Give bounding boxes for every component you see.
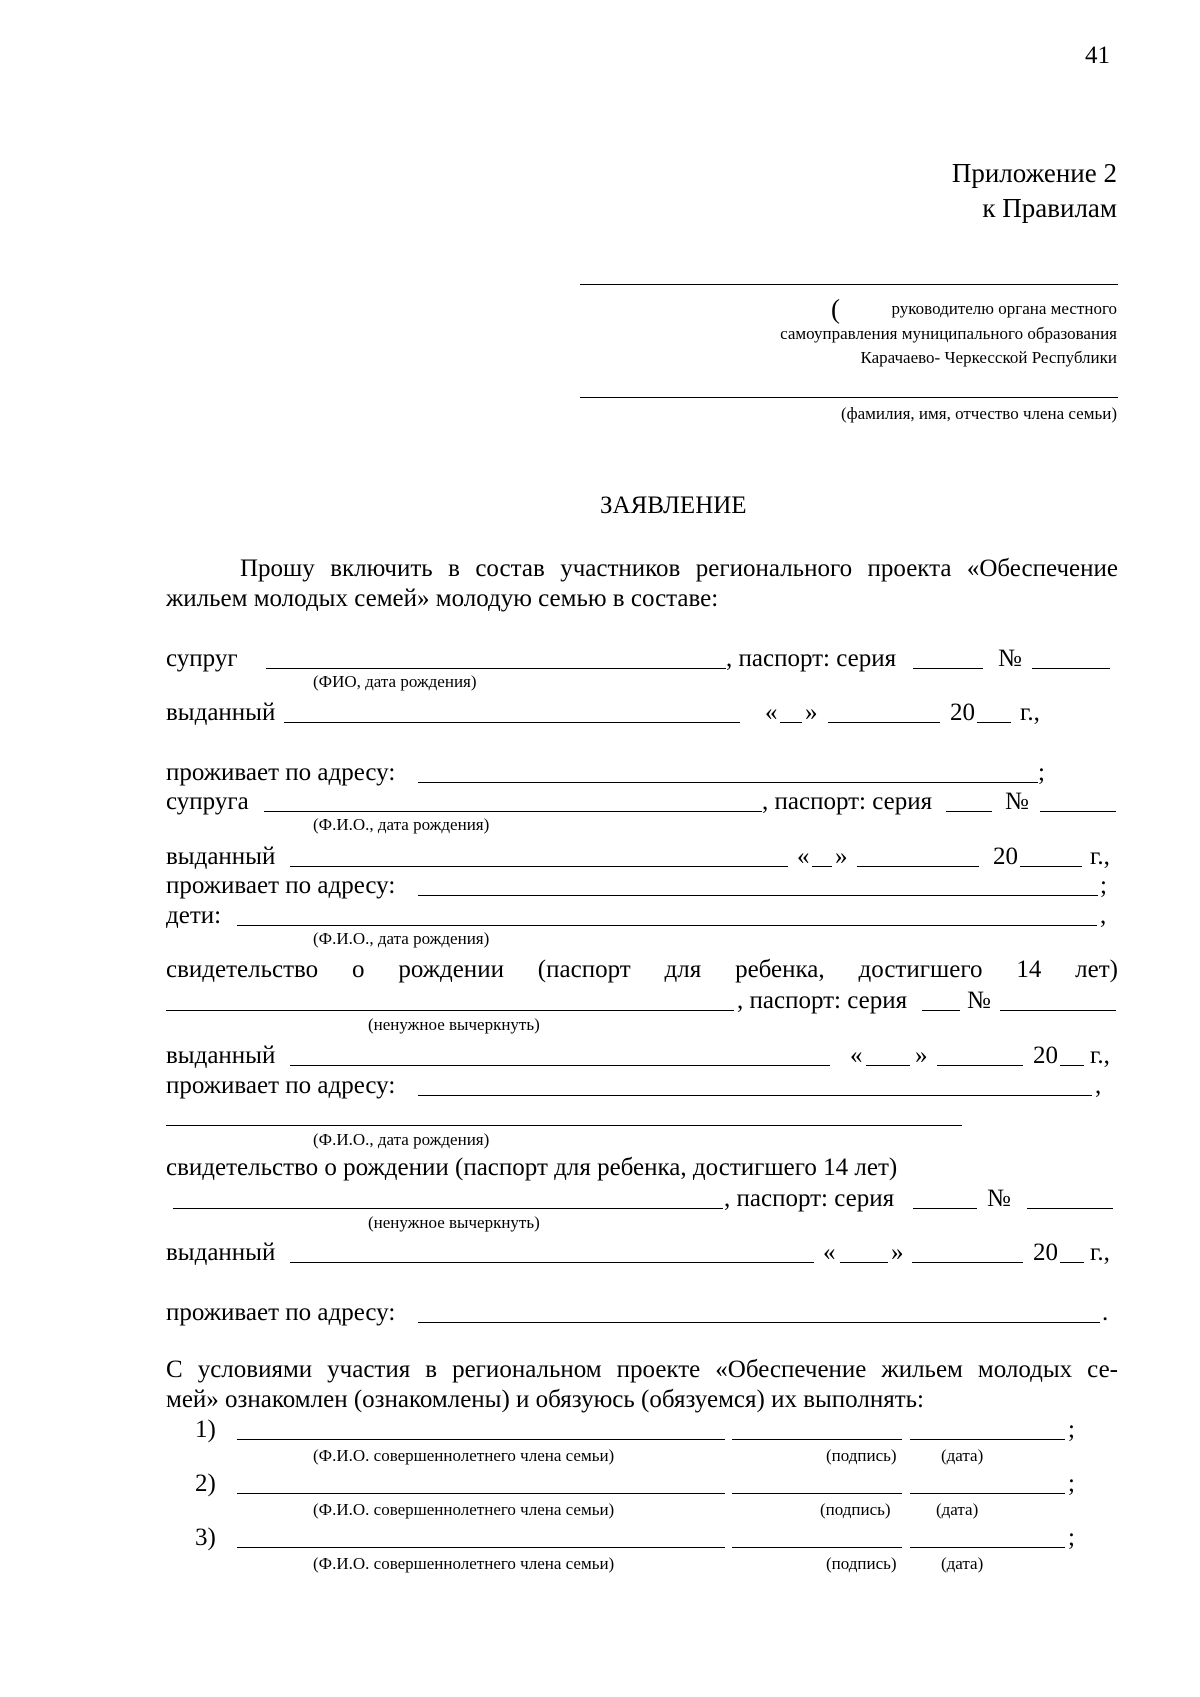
- signature-sign-caption: (подпись): [820, 1500, 891, 1519]
- child2-cert-line: свидетельство о рождении (паспорт для ребенка, достигшего 14 лет): [166, 1154, 898, 1181]
- child2-name-field[interactable]: [166, 1125, 962, 1126]
- cert-word: лет): [1075, 956, 1118, 983]
- signature-name-field[interactable]: [237, 1547, 725, 1548]
- child2-name-caption: (Ф.И.О., дата рождения): [313, 1130, 490, 1149]
- wife-date-open: «: [797, 843, 810, 870]
- child2-date-close: »: [891, 1239, 904, 1266]
- wife-label: супруга: [166, 788, 249, 815]
- wife-issued-field[interactable]: [290, 866, 788, 867]
- child-number-sign: №: [967, 987, 991, 1014]
- signature-number: 1): [195, 1416, 216, 1443]
- cert-word: 14: [1016, 956, 1042, 983]
- signature-date-caption: (дата): [941, 1554, 984, 1573]
- husband-year-suffix: г.,: [1020, 699, 1040, 726]
- child2-number-field[interactable]: [1027, 1208, 1113, 1209]
- child-strike-caption: (ненужное вычеркнуть): [368, 1015, 540, 1034]
- wife-series-field[interactable]: [946, 811, 992, 812]
- wife-date-close: »: [835, 843, 848, 870]
- family-member-blank-line: [580, 397, 1118, 398]
- child-year-suffix: г.,: [1090, 1042, 1110, 1069]
- conditions-line-2: мей» ознакомлен (ознакомлены) и обязуюсь (обязуемся) их выполнять:: [166, 1386, 924, 1413]
- husband-number-sign: №: [998, 645, 1022, 672]
- child2-series-field[interactable]: [913, 1208, 977, 1209]
- signature-number: 3): [195, 1524, 216, 1551]
- child2-date-open: «: [823, 1239, 836, 1266]
- signature-name-field[interactable]: [237, 1493, 725, 1494]
- wife-address-field[interactable]: [418, 895, 1098, 896]
- child-series-field[interactable]: [922, 1010, 960, 1011]
- intro-line-1: Прошу включить в состав участников регионального проекта «Обеспечение: [240, 555, 1118, 582]
- signature-date-field[interactable]: [910, 1547, 1065, 1548]
- signature-date-caption: (дата): [936, 1500, 979, 1519]
- child2-month-field[interactable]: [912, 1262, 1023, 1263]
- child-issued-field[interactable]: [290, 1065, 830, 1066]
- child2-day-field[interactable]: [840, 1262, 888, 1263]
- child-address-label: проживает по адресу:: [166, 1072, 396, 1099]
- child-year-prefix: 20: [1033, 1042, 1058, 1069]
- child-cert-field[interactable]: [166, 1010, 734, 1011]
- cert-word: для: [664, 956, 702, 983]
- child2-passport-label: , паспорт: серия: [724, 1185, 895, 1212]
- child-number-field[interactable]: [1000, 1010, 1116, 1011]
- signature-fio-caption: (Ф.И.О. совершеннолетнего члена семьи): [313, 1500, 615, 1519]
- signature-end: ;: [1068, 1524, 1075, 1551]
- addressee-paren: (: [831, 294, 840, 324]
- husband-address-end: ;: [1038, 759, 1045, 786]
- wife-name-field[interactable]: [264, 811, 762, 812]
- signature-end: ;: [1068, 1416, 1075, 1443]
- child-address-field[interactable]: [418, 1095, 1092, 1096]
- husband-address-field[interactable]: [418, 782, 1038, 783]
- husband-date-close: »: [805, 699, 818, 726]
- addressee-line-3: Карачаево- Черкесской Республики: [860, 348, 1117, 367]
- husband-passport-label: , паспорт: серия: [726, 645, 897, 672]
- document-title: ЗАЯВЛЕНИЕ: [600, 492, 747, 519]
- wife-address-label: проживает по адресу:: [166, 872, 396, 899]
- child-date-open: «: [850, 1042, 863, 1069]
- husband-date-open: «: [765, 699, 778, 726]
- addressee-line-1: руководителю органа местного: [891, 299, 1117, 318]
- child2-year-suffix: г.,: [1090, 1239, 1110, 1266]
- signature-name-field[interactable]: [237, 1439, 725, 1440]
- husband-year-prefix: 20: [950, 699, 975, 726]
- child-cert-line: [166, 957, 1118, 982]
- husband-day-field[interactable]: [780, 722, 802, 723]
- wife-number-field[interactable]: [1040, 811, 1116, 812]
- child2-year-prefix: 20: [1033, 1239, 1058, 1266]
- signature-sign-caption: (подпись): [826, 1446, 897, 1465]
- signature-date-field[interactable]: [910, 1493, 1065, 1494]
- husband-name-field[interactable]: [266, 668, 726, 669]
- family-member-caption: (фамилия, имя, отчество члена семьи): [840, 404, 1117, 423]
- wife-year-field[interactable]: [1020, 866, 1082, 867]
- husband-issued-label: выданный: [166, 699, 276, 726]
- children-label-end: ,: [1100, 902, 1107, 929]
- child2-year-field[interactable]: [1060, 1262, 1084, 1263]
- cert-word: ребенка,: [735, 956, 825, 983]
- signature-fio-caption: (Ф.И.О. совершеннолетнего члена семьи): [313, 1554, 615, 1573]
- wife-name-caption: (Ф.И.О., дата рождения): [313, 815, 490, 834]
- husband-name-caption: (ФИО, дата рождения): [313, 672, 477, 691]
- child2-issued-field[interactable]: [290, 1262, 814, 1263]
- signature-fio-caption: (Ф.И.О. совершеннолетнего члена семьи): [313, 1446, 615, 1465]
- signature-date-field[interactable]: [910, 1439, 1065, 1440]
- child2-strike-caption: (ненужное вычеркнуть): [368, 1213, 540, 1232]
- child-date-close: »: [915, 1042, 928, 1069]
- wife-address-end: ;: [1100, 872, 1107, 899]
- children-label: дети:: [166, 902, 222, 929]
- wife-year-suffix: г.,: [1090, 843, 1110, 870]
- signature-end: ;: [1068, 1470, 1075, 1497]
- signature-sign-field[interactable]: [732, 1439, 902, 1440]
- signature-number: 2): [195, 1470, 216, 1497]
- addressee-line-2: самоуправления муниципального образования: [780, 324, 1117, 343]
- cert-word: о: [352, 956, 365, 983]
- husband-address-label: проживает по адресу:: [166, 759, 396, 786]
- child2-cert-field[interactable]: [173, 1208, 723, 1209]
- wife-year-prefix: 20: [993, 843, 1018, 870]
- husband-number-field[interactable]: [1032, 668, 1110, 669]
- husband-label: супруг: [166, 645, 238, 672]
- appendix-subtitle: к Правилам: [982, 193, 1117, 223]
- wife-day-field[interactable]: [812, 866, 832, 867]
- conditions-line-1: С условиями участия в региональном проекте «Обеспечение жильем молодых се-: [166, 1356, 1118, 1383]
- child2-issued-label: выданный: [166, 1239, 276, 1266]
- cert-word: (паспорт: [537, 956, 631, 983]
- child2-address-label: проживает по адресу:: [166, 1299, 396, 1326]
- child-address-end: ,: [1095, 1072, 1102, 1099]
- signature-date-caption: (дата): [941, 1446, 984, 1465]
- child-year-field[interactable]: [1060, 1065, 1084, 1066]
- child2-number-sign: №: [987, 1185, 1011, 1212]
- child-passport-label: , паспорт: серия: [737, 987, 908, 1014]
- child-issued-label: выданный: [166, 1042, 276, 1069]
- signature-sign-field[interactable]: [732, 1493, 902, 1494]
- child-month-field[interactable]: [937, 1065, 1023, 1066]
- signature-sign-caption: (подпись): [826, 1554, 897, 1573]
- signature-sign-field[interactable]: [732, 1547, 902, 1548]
- husband-month-field[interactable]: [828, 722, 940, 723]
- wife-month-field[interactable]: [857, 866, 979, 867]
- husband-issued-field[interactable]: [284, 722, 740, 723]
- child-day-field[interactable]: [866, 1065, 910, 1066]
- child2-address-end: .: [1102, 1299, 1109, 1326]
- appendix-title: Приложение 2: [951, 158, 1117, 188]
- wife-issued-label: выданный: [166, 843, 276, 870]
- children-name-caption: (Ф.И.О., дата рождения): [313, 929, 490, 948]
- children-name-field[interactable]: [237, 925, 1097, 926]
- child2-address-field[interactable]: [418, 1322, 1100, 1323]
- cert-word: достигшего: [858, 956, 983, 983]
- addressee-blank-line: [580, 284, 1118, 285]
- intro-line-2: жильем молодых семей» молодую семью в составе:: [166, 585, 719, 612]
- cert-word: свидетельство: [166, 956, 319, 983]
- wife-number-sign: №: [1005, 788, 1029, 815]
- husband-year-field[interactable]: [977, 722, 1011, 723]
- cert-word: рождении: [398, 956, 504, 983]
- wife-passport-label: , паспорт: серия: [762, 788, 933, 815]
- page-number: 41: [1085, 42, 1110, 69]
- husband-series-field[interactable]: [913, 668, 983, 669]
